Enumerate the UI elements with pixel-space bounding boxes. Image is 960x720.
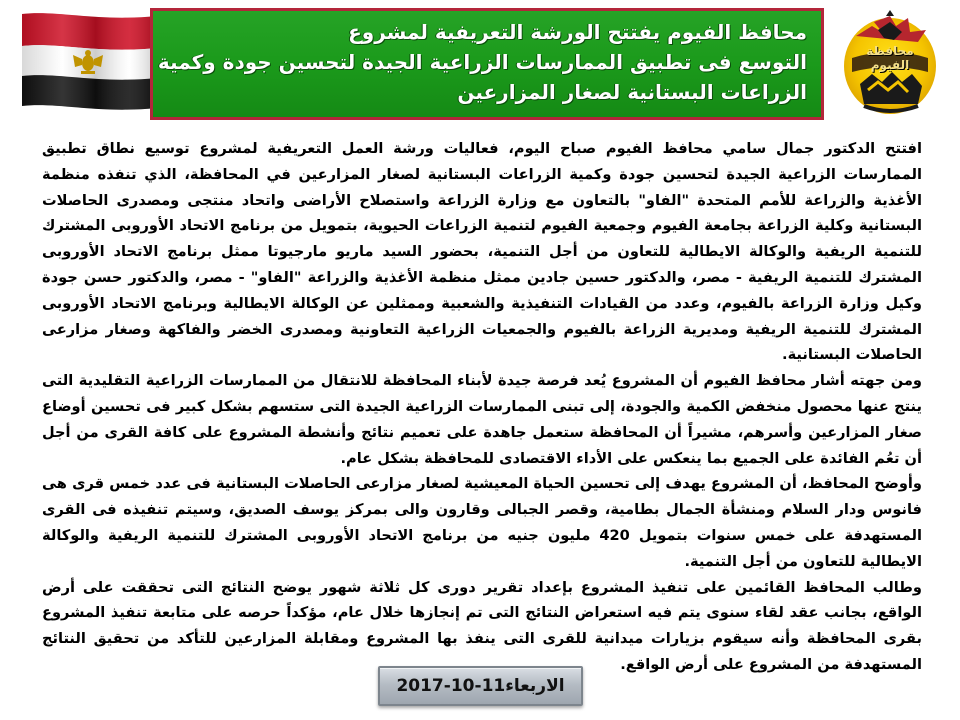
article-body (42, 136, 922, 673)
article-paragraph-4: وطالب المحافظ القائمين على تنفيذ المشروع بإعداد تقرير دورى كل ثلاثة شهور يوضح النتائج التى تحققت على أرض الواقع، بجانب عقد لقاء سنوى يتم فيه استعراض النتائج التى تم إنجازها خلال عام، مؤكداً حرصه على متابعة تنفيذ المشروع بقرى المحافظة وأنه سيقوم بزيارات ميدانية للقرى التى ينفذ بها المشروع ومقابلة المزارعين للتأكد من تحقيق النتائج المستهدفة من المشروع على أرض الواقع. (42, 578, 922, 673)
article-paragraph-1: افتتح الدكتور جمال سامي محافظ الفيوم صباح اليوم، فعاليات ورشة العمل التعريفية لمشروع توسيع نطاق تطبيق الممارسات الزراعية الجيدة لتحسين جودة وكمية الزراعات البستانية لصغار المزارعين في المحافظة، الذي تنفذه منظمة الأغذية والزراعة للأمم المتحدة "الفاو" بالتعاون مع وزارة الزراعة واستصلاح الأراضى واتحاد منتجى ومصدرى الحاصلات البستانية وكلية الزراعة بجامعة الفيوم وجمعية الفيوم لتنمية الزراعات الحيوية، بتمويل من برنامج الاتحاد الأوروبى المشترك للتنمية الريفية والوكالة الايطالية للتعاون من أجل التنمية، بحضور السيد ماريو مارجيوتا ممثل برنامج الاتحاد الأوروبى المشترك للتنمية الريفية - مصر، والدكتور حسين جادين ممثل منظمة الأغذية والزراعة "الفاو" - مصر، والدكتور حسن جودة وكيل وزارة الزراعة بالفيوم، وعدد من القيادات التنفيذية والشعبية وممثلين عن الوكالة الايطالية وبرنامج الاتحاد الأوروبى المشترك للتنمية الريفية ومديرية الزراعة بالفيوم والجمعيات الزراعية التعاونية ومصدرى الخضر والفاكهة وصغار مزارعى الحاصلات البستانية. (42, 140, 922, 364)
header (0, 0, 960, 130)
date-badge: الاربعاء11-10-2017 (378, 666, 583, 706)
article-paragraph-3: وأوضح المحافظ، أن المشروع يهدف إلى تحسين الحياة المعيشية لصغار مزارعى الحاصلات البستانية فى عدد خمس قرى هى فانوس ودار السلام ومنشأة الجمال بطامية، وقصر الجبالى وقارون والى بمركز يوسف الصديق، وسيتم تنفيذه فى القرى المستهدفة على خمس سنوات بتمويل 420 مليون جنيه من برنامج الاتحاد الأوروبى المشترك للتنمية الريفية والوكالة الايطالية للتعاون من أجل التنمية. (42, 475, 922, 570)
article-paragraph-2: ومن جهته أشار محافظ الفيوم أن المشروع يُعد فرصة جيدة لأبناء المحافظة للانتقال من الممارسات الزراعية التقليدية التى ينتج عنها محصول منخفض الكمية والجودة، إلى تبنى الممارسات الزراعية الجيدة التى ستسهم بشكل كبير فى تحسين أوضاع صغار المزارعين وأسرهم، مشيراً أن المحافظة ستعمل جاهدة على تعميم نتائج وأنشطة المشروع على كافة القرى من أجل أن تعُم الفائدة على الجميع بما ينعكس على الأداء الاقتصادى للمحافظة بشكل عام. (42, 372, 922, 467)
headline-line-3: الزراعات البستانية لصغار المزارعين (457, 80, 807, 104)
emblem-label: محافظة الفيوم (866, 44, 914, 72)
headline-banner (150, 8, 824, 120)
egypt-flag-icon (18, 10, 160, 114)
headline-line-1: محافظ الفيوم يفتتح الورشة التعريفية لمشروع (348, 20, 807, 44)
headline-line-2: التوسع فى تطبيق الممارسات الزراعية الجيدة لتحسين جودة وكمية (157, 50, 807, 74)
